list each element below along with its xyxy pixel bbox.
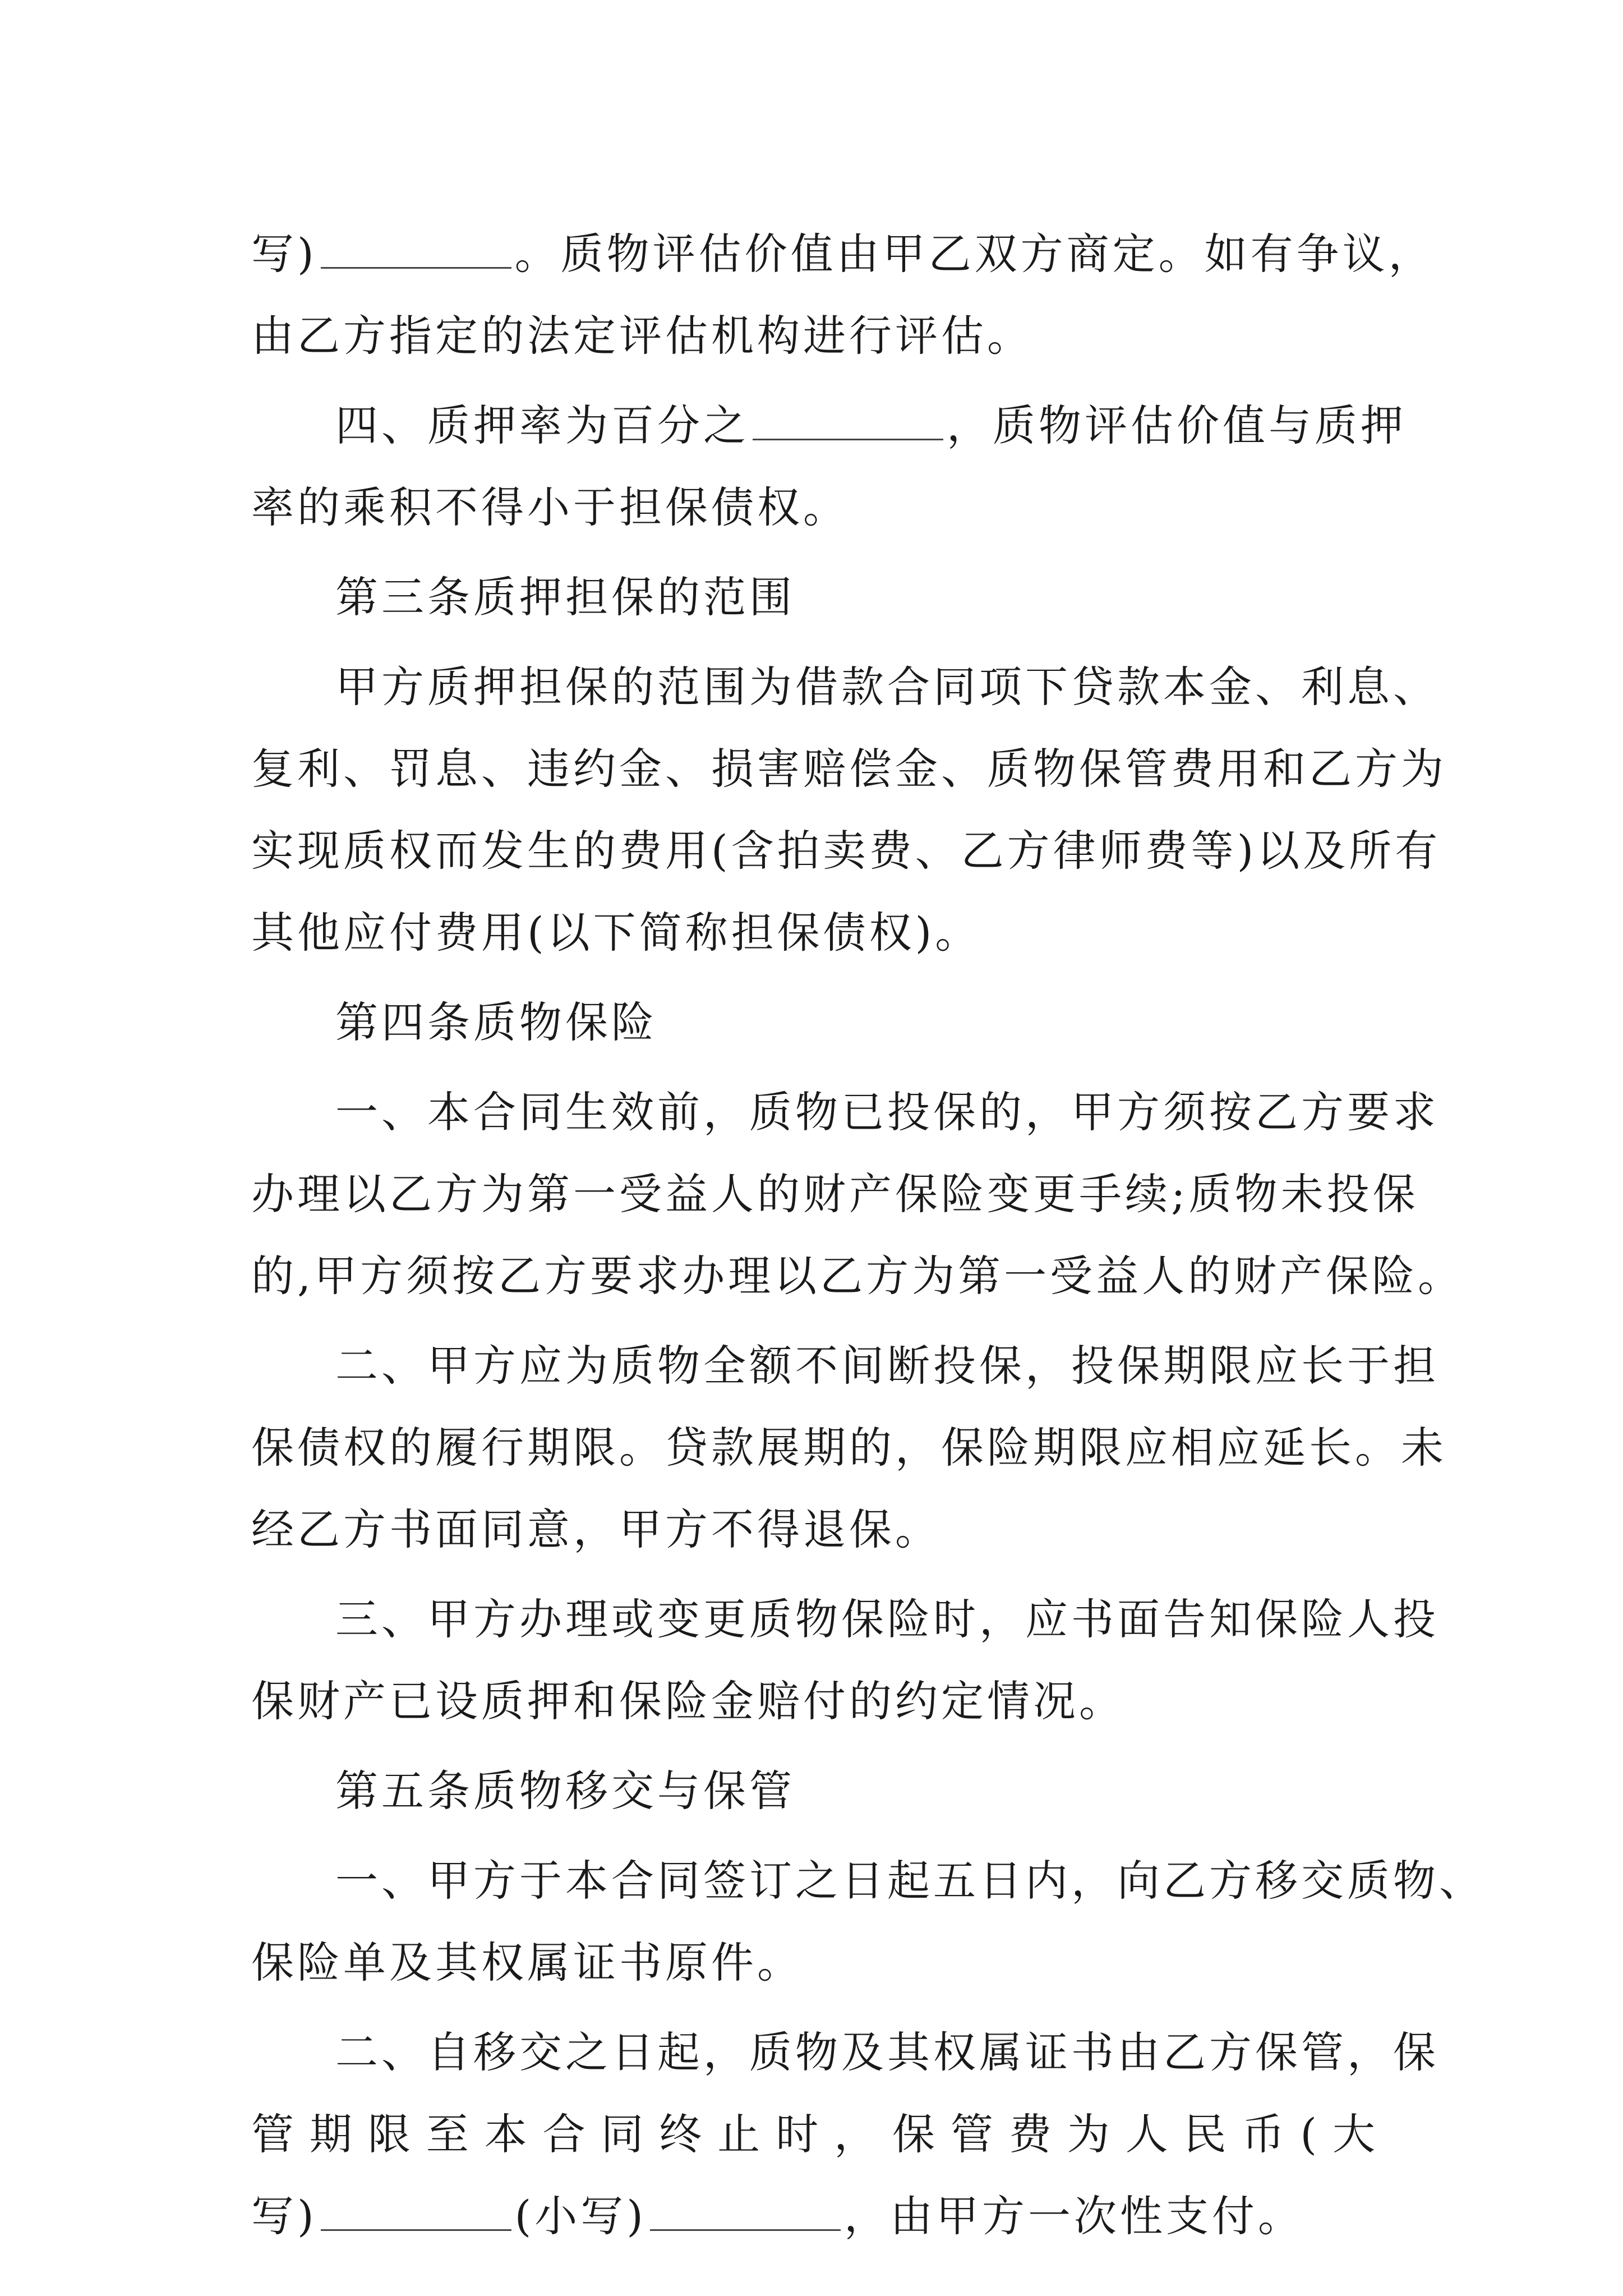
paragraph-line: 实现质权而发生的费用(含拍卖费、乙方律师费等)以及所有: [251, 826, 1441, 876]
paragraph-line: 保财产已设质押和保险金赔付的约定情况。: [251, 1676, 1125, 1726]
text-run: 写): [251, 2191, 317, 2241]
text-run: 写): [251, 229, 317, 279]
section-heading: 第五条质物移交与保管: [335, 1766, 795, 1816]
paragraph-line: 管期限至本合同终止时，保管费为人民币(大: [251, 2109, 1378, 2159]
paragraph-line: 复利、罚息、违约金、损害赔偿金、质物保管费用和乙方为: [251, 744, 1447, 794]
paragraph-line: [251, 2175, 1378, 2257]
text-run: (小写): [514, 2191, 647, 2241]
paragraph-line: 二、甲方应为质物全额不间断投保，投保期限应长于担: [335, 1341, 1439, 1391]
paragraph-line: 保债权的履行期限。贷款展期的，保险期限应相应延长。未: [251, 1423, 1447, 1473]
text-run: 。质物评估价值由甲乙双方商定。如有争议，: [514, 229, 1435, 279]
text-run: ，质物评估价值与质押: [947, 401, 1407, 450]
paragraph-line: 保险单及其权属证书原件。: [251, 1938, 803, 1987]
paragraph-line: 三、甲方办理或变更质物保险时，应书面告知保险人投: [335, 1594, 1439, 1644]
document-page: [251, 213, 1485, 2257]
section-heading: 第四条质物保险: [335, 997, 657, 1047]
paragraph-line: [251, 213, 1435, 295]
paragraph-line: 率的乘积不得小于担保债权。: [251, 482, 849, 532]
paragraph-line: 二、自移交之日起，质物及其权属证书由乙方保管，保: [335, 2027, 1439, 2077]
paragraph-line: 一、本合同生效前，质物已投保的，甲方须按乙方要求: [335, 1087, 1439, 1137]
paragraph-line: 其他应付费用(以下简称担保债权)。: [251, 908, 981, 958]
text-run: ，由甲方一次性支付。: [843, 2191, 1304, 2241]
paragraph-line: 经乙方书面同意，甲方不得退保。: [251, 1504, 941, 1554]
fill-in-blank[interactable]: [650, 2196, 841, 2231]
fill-in-blank[interactable]: [753, 405, 943, 440]
text-run: 四、质押率为百分之: [335, 401, 749, 450]
paragraph-line: [251, 385, 1407, 467]
paragraph-line: 办理以乙方为第一受益人的财产保险变更手续;质物未投保: [251, 1169, 1419, 1219]
paragraph-line: 一、甲方于本合同签订之日起五日内，向乙方移交质物、: [335, 1856, 1485, 1906]
fill-in-blank[interactable]: [321, 233, 511, 269]
fill-in-blank[interactable]: [321, 2196, 511, 2231]
paragraph-line: 甲方质押担保的范围为借款合同项下贷款本金、利息、: [335, 662, 1439, 712]
section-heading: 第三条质押担保的范围: [335, 572, 795, 622]
paragraph-line: 由乙方指定的法定评估机构进行评估。: [251, 311, 1033, 361]
paragraph-line: 的,甲方须按乙方要求办理以乙方为第一受益人的财产保险。: [251, 1251, 1464, 1301]
